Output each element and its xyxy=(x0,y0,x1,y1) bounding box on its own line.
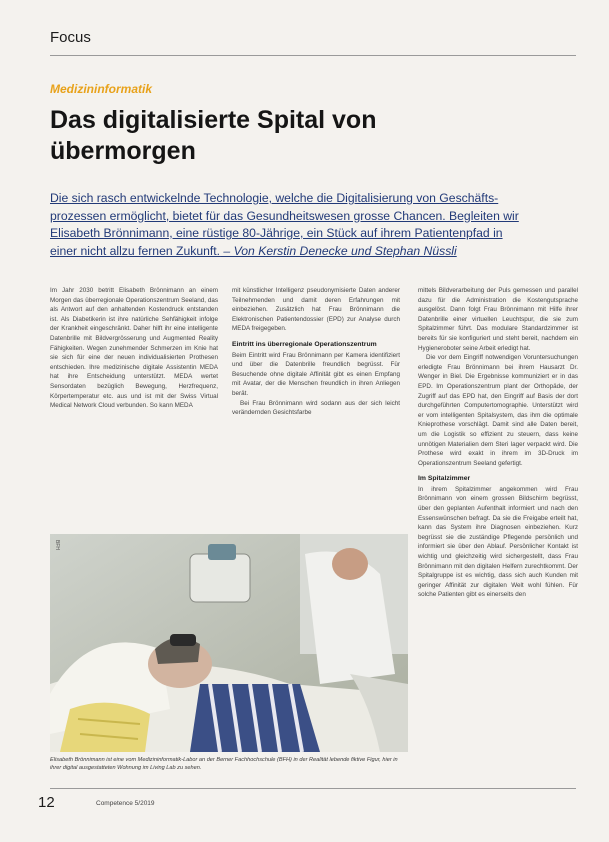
footer-rule xyxy=(50,788,576,789)
header-rule xyxy=(50,55,576,56)
lead-line-2: prozessen ermöglicht, bietet für das Gesundheitswesen grosse Chancen. Begleiten wir xyxy=(50,208,519,223)
body-column-1 xyxy=(50,286,218,411)
lead-line-1: Die sich rasch entwickelnde Technologie, welche die Digitalisierung von Geschäfts- xyxy=(50,191,499,205)
body-paragraph: Im Jahr 2030 betritt Elisabeth Brönnimann an einem Morgen das überregionale Operationszentrum Seeland, das als Antwort auf den anhaltenden Kostendruck entstanden ist. Als Diabetikerin ist ihre natürliche Sehfähigkeit infolge der Krankheit eingeschränkt. Daher hilft ihr eine intelligente Datenbrille mit Bildvergrösserung und Augmented Reality Fähigkeiten. Wegen zunehmender Schmerzen im Knie hat sie sich für eine der neuen individualisierten Prothesen entschieden. Ihre medizinische digitale Assistentin MEDA hat ihre Entscheidung unterstützt. MEDA wertet Sensordaten bezüglich Bewegung, Herzfrequenz, Körpertemperatur etc. aus und ist mit der Swiss Virtual Medical Network Cloud verbunden. So kann MEDA xyxy=(50,287,218,410)
body-column-2 xyxy=(232,286,400,418)
lead-line-3: Elisabeth Brönnimann, eine rüstige 80-Jährige, ein Stück auf ihrem Patientenpfad in xyxy=(50,226,503,240)
photo-caption: Elisabeth Brönnimann ist eine vom Medizininformatik-Labor an der Berner Fachhochschule (BFH) in der Realität lebende fiktive Figur, hier in ihrer digital ausgestatteten Wohnung im Living Lab zu sehen. xyxy=(50,757,398,771)
subheading: Eintritt ins überregionale Operationszentrum xyxy=(232,340,377,348)
body-paragraph: Die vor dem Eingriff notwendigen Voruntersuchungen erledigte Frau Brönnimann bei ihrem Hausarzt Dr. Wenger in Biel. Die Ergebnisse kommuniziert er in das EPD. Im Operationszentrum plant der Orthopäde, der Zugriff auf das EPD hat, den Eingriff auf Basis der dort durchgeführten Computertomographie. Unterstützt wird er vom intelligenten Spitalsystem, das ihm die optimale Knieprothese vorschlägt. Damit sind alle Daten bereit, um die Logistik so effizient zu steuern, dass keine unnötigen Materialien dem Steri lager verpackt wird. Die Prothese wird exakt in ihrem im 3D-Druck im Operationszentrum Seeland gefertigt. xyxy=(418,354,578,467)
article-photo xyxy=(50,534,408,752)
body-paragraph: In ihrem Spitalzimmer angekommen wird Frau Brönnimann von einem grossen Bildschirm begrüsst, über den geplanten Aufenthalt informiert und nach den Essenswünschen befragt. Da sie die Freigabe erteilt hat, kann das System ihre Diagnosen einbeziehen. Kurz begrüsst sie die zuständige Pflegende persönlich und informiert sie über den Ablauf. Persönlicher Kontakt ist wichtig und gleichzeitig wird sichergestellt, dass Frau Brönnimann mit den digitalen Helfern zurechtkommt. Der Spitalgruppe ist es wichtig, dass sich auch Kunden mit geringer Affinität zur digitalen Welt wohl fühlen. Für solche Patienten gibt es einerseits den xyxy=(418,485,578,599)
lead-paragraph xyxy=(50,190,565,260)
publication-name: Competence 5/2019 xyxy=(96,800,155,807)
body-paragraph: mittels Bildverarbeitung der Puls gemessen und parallel dazu für die Administration die Kostengutsprache ausgelöst. Dann folgt Frau Brönnimann mit Hilfe ihrer Datenbrille einer virtuellen Leuchtspur, die sie zum Spitalzimmer führt. Das modulare Standardzimmer ist bereits für sie konfiguriert und steht bereit, nachdem ein Hygieneroboter seine Arbeit erledigt hat. xyxy=(418,287,578,352)
body-column-3 xyxy=(418,286,578,600)
photo-illustration xyxy=(50,534,408,752)
kicker: Medizininformatik xyxy=(50,82,153,96)
subheading: Im Spitalzimmer xyxy=(418,475,471,483)
page-number: 12 xyxy=(38,794,55,811)
headline-line-2: übermorgen xyxy=(50,137,196,165)
body-paragraph: Beim Eintritt wird Frau Brönnimann per Kamera identifiziert und über die Datenbrille freundlich begrüsst. Für Besuchende ohne digitale Affinität gibt es einen Empfang mit Avatar, der die Menschen freundlich in ihren Anliegen berät. xyxy=(232,351,400,397)
headline-line-1: Das digitalisierte Spital von xyxy=(50,106,377,134)
body-paragraph: Bei Frau Brönnimann wird sodann aus der sich leicht verändernden Gesichtsfarbe xyxy=(232,399,400,417)
headline xyxy=(50,105,470,167)
section-label: Focus xyxy=(50,29,91,46)
photo-credit: BFH xyxy=(54,540,60,550)
lead-line-4: einer nicht allzu fernen Zukunft. xyxy=(50,243,221,258)
body-paragraph: mit künstlicher Intelligenz pseudonymisierte Daten anderer Teilnehmenden und damit deren Erfahrungen mit einbeziehen. Zusätzlich hat Frau Brönnimann die Elektronischen Patientendossier (EPD) zur Analyse durch MEDA freigegeben. xyxy=(232,287,400,333)
byline: – Von Kerstin Denecke und Stephan Nüssli xyxy=(220,243,457,258)
